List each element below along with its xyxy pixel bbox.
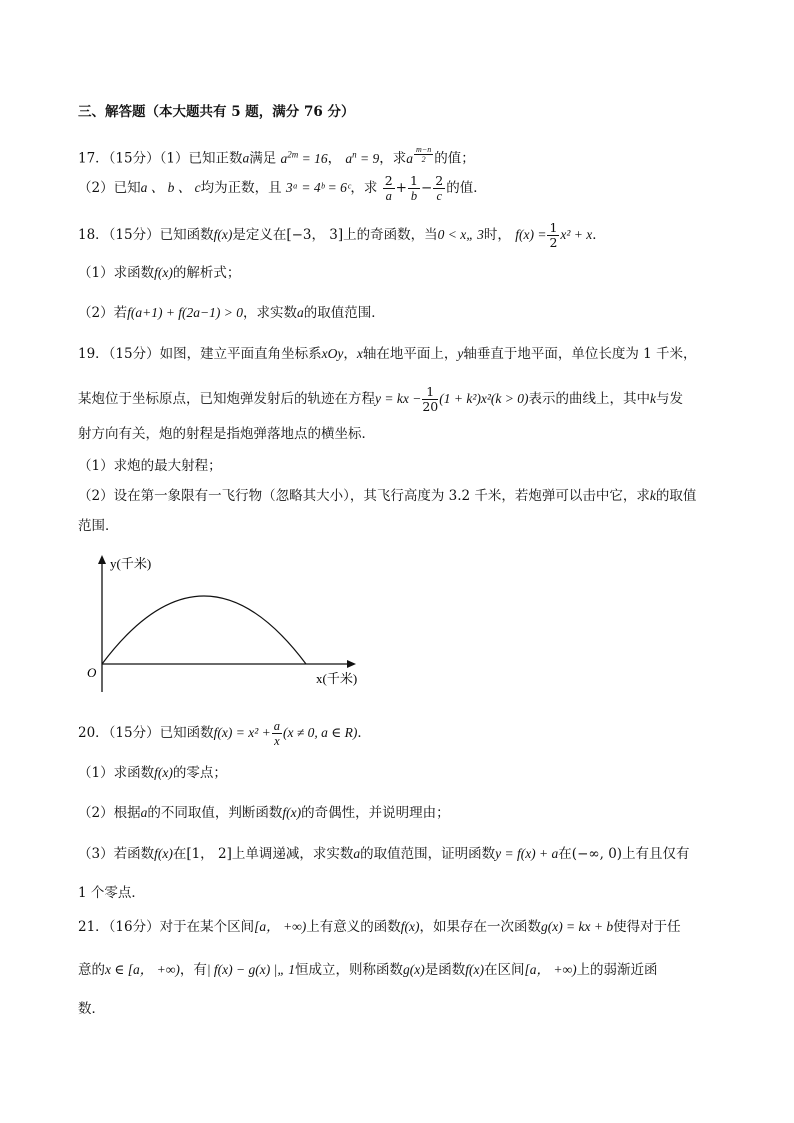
- q21-line2: 意的x ∈ [a， +∞)，有| f(x) − g(x) |„ 1恒成立，则称函数g(x)是函数f(x)在区间[a， +∞)上的弱渐近函: [78, 962, 658, 978]
- q20-part3-cont: 1 个零点．: [78, 885, 145, 901]
- x-axis-arrow: [347, 660, 356, 668]
- q17-line1: 17．（15分）（1）已知正数a满足 $a^{2m} = 16$， $a^n = 9$，求a $^{\frac{m-n}{2}}$ 的值；: [78, 145, 475, 167]
- q20-part1: （1）求函数f(x)的零点；: [78, 765, 227, 781]
- q19-part2-cont: 范围．: [78, 518, 119, 534]
- q19-part1: （1）求炮的最大射程；: [78, 458, 222, 474]
- trajectory-graph: [72, 552, 362, 692]
- q20-part2: （2）根据a的不同取值，判断函数f(x)的奇偶性，并说明理由；: [78, 805, 450, 821]
- trajectory-curve: [102, 596, 306, 664]
- q21-line1: 21．（16分）对于在某个区间[a， +∞)上有意义的函数f(x)，如果存在一次函数g(x) = kx + b使得对于任: [78, 919, 681, 935]
- section-header: 三、解答题（本大题共有 5 题，满分 76 分）: [78, 104, 355, 120]
- q21-line3: 数．: [78, 1001, 105, 1017]
- y-axis-arrow: [98, 555, 106, 564]
- q17-line2: （2）已知a 、 b 、 c均为正数，且 3ᵃ = 4ᵇ = 6ᶜ，求 $\frac{2}{a}$ + $\frac{1}{b}$ − $\frac{2}{c}$ 的值．: [78, 173, 487, 203]
- y-axis-label: y(千米): [110, 556, 152, 571]
- q18-line1: 18．（15分）已知函数f(x)是定义在[−3， 3]上的奇函数，当0 < x„ 3时， f(x) = $\frac{1}{2}$ x² + x．: [78, 220, 606, 250]
- q20-line1: 20．（15分）已知函数f(x) = x² + $\frac{a}{x}$ (x ≠ 0, a ∈ R)．: [78, 719, 371, 748]
- q18-part1: （1）求函数f(x)的解析式；: [78, 265, 241, 281]
- x-axis-label: x(千米): [316, 671, 358, 686]
- q20-part3: （3）若函数f(x)在[1， 2]上单调递减，求实数a的取值范围，证明函数y = f(x) + a在(−∞, 0)上有且仅有: [78, 846, 690, 862]
- q19-line2: 某炮位于坐标原点，已知炮弹发射后的轨迹在方程y = kx − $\frac{1}{20}$ (1 + k²)x²(k > 0)表示的曲线上，其中k与发: [78, 384, 684, 414]
- origin-label: O: [87, 665, 97, 680]
- q19-line3: 射方向有关，炮的射程是指炮弹落地点的横坐标．: [78, 426, 375, 442]
- q18-part2: （2）若f(a+1) + f(2a−1) > 0，求实数a的取值范围．: [78, 305, 385, 321]
- q19-line1: 19．（15分）如图，建立平面直角坐标系xOy，x轴在地平面上，y轴垂直于地平面，单位长度为 1 千米，: [78, 346, 697, 362]
- q19-part2: （2）设在第一象限有一飞行物（忽略其大小），其飞行高度为 3.2 千米，若炮弹可以击中它，求k的取值: [78, 488, 697, 504]
